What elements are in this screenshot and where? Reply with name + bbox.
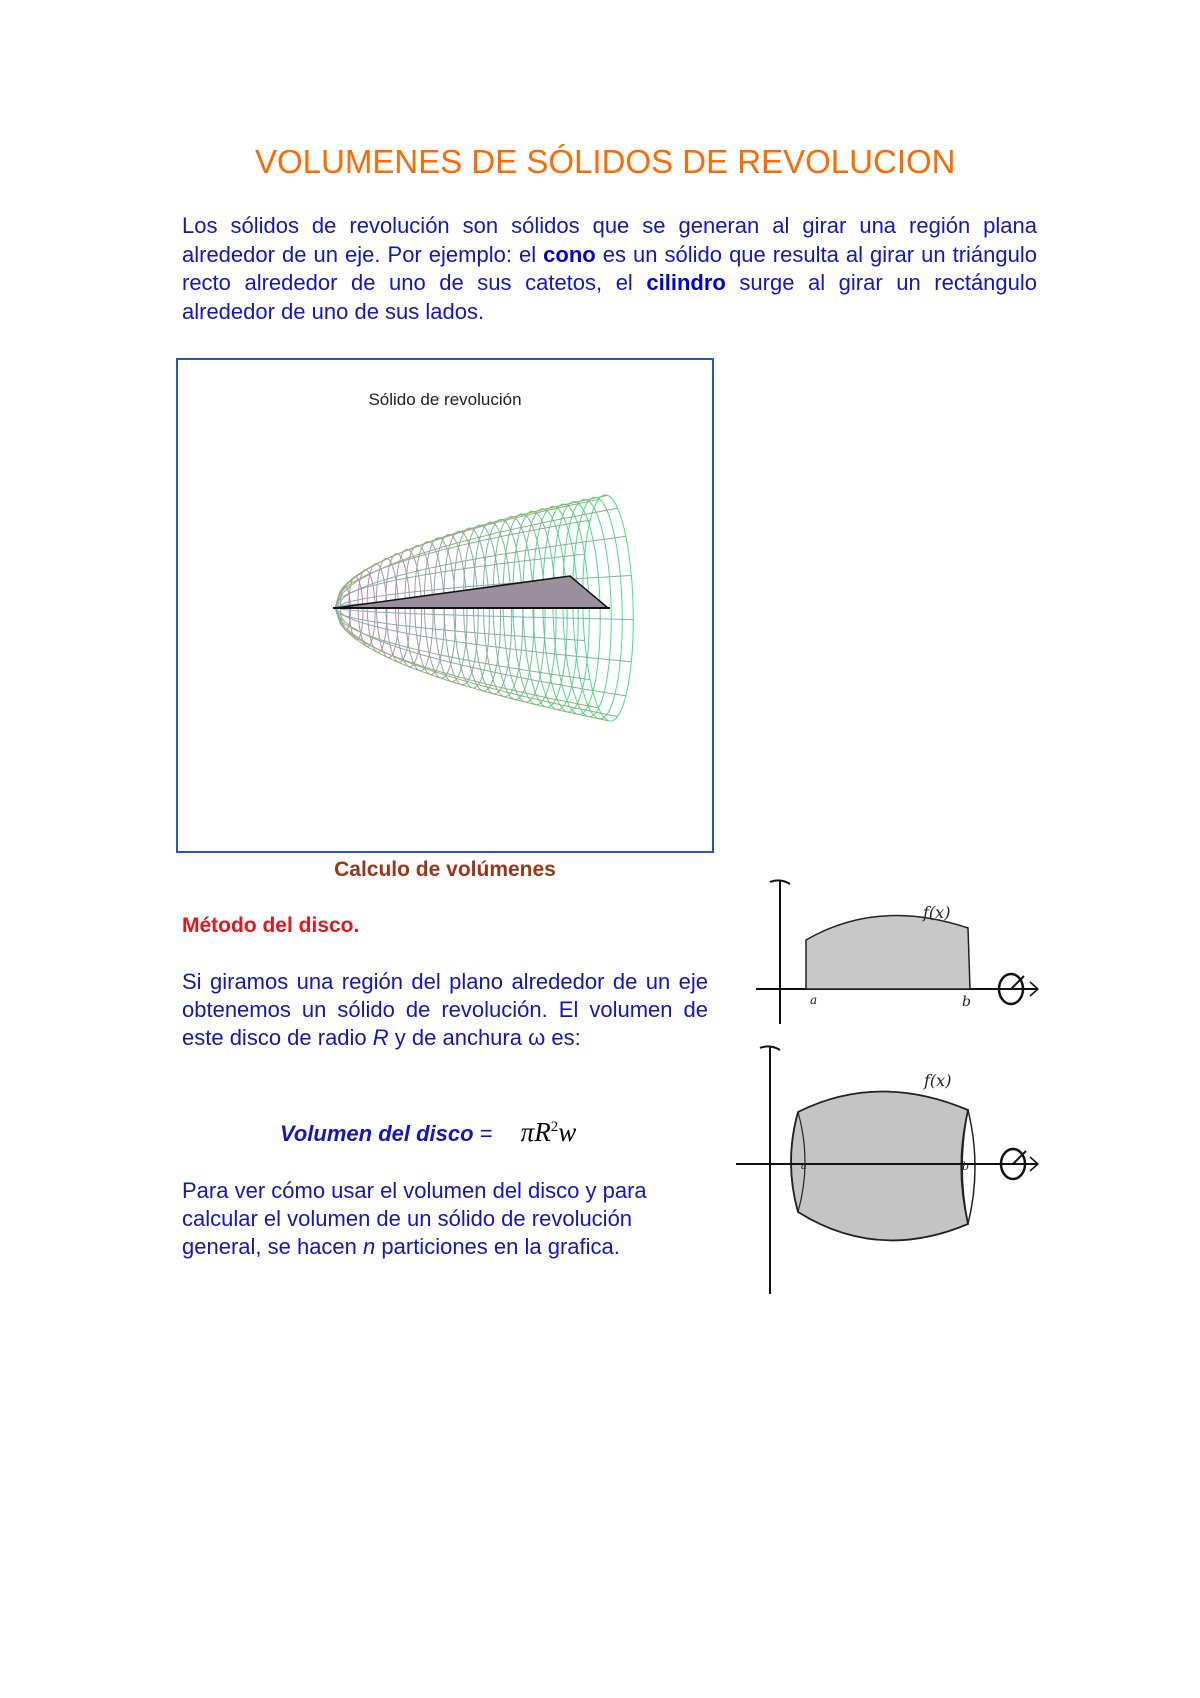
formula-expression [521, 1117, 577, 1147]
mesh-profile-line [335, 608, 585, 641]
solid-of-revolution-figure [176, 358, 714, 853]
function-label: f(x) [924, 1071, 952, 1090]
area-under-curve-figure [718, 858, 1048, 1034]
formula-equals: = [479, 1121, 493, 1146]
method-text-2: y de anchura ω es: [388, 1025, 581, 1050]
intro-text-3: surge al girar un rectángulo alrededor de uno de sus lados. [182, 270, 1038, 324]
function-label: f(x) [923, 903, 951, 922]
n-symbol: n [363, 1234, 376, 1259]
formula-width: w [558, 1117, 577, 1147]
disc-solid-body [791, 1091, 968, 1240]
method-text-1: Si giramos una región del plano alrededor de un eje obtenemos un sólido de revolución. El volumen de este disco de radio [182, 969, 708, 1050]
label-b: b [962, 1160, 970, 1173]
section-heading: Calculo de volúmenes [334, 858, 556, 881]
solid-mesh-graphic [178, 360, 712, 851]
intro-text-2: es un sólido que resulta al girar un triángulo recto alrededor de uno de sus catetos, el [182, 241, 1037, 295]
closing-text-2: particiones en la grafica. [375, 1234, 620, 1259]
label-b: b [962, 994, 971, 1010]
formula-pi: π [520, 1117, 535, 1147]
disc-volume-formula [280, 1117, 576, 1148]
formula-label: Volumen del disco [280, 1121, 474, 1146]
page-title: VOLUMENES DE SÓLIDOS DE REVOLUCION [255, 143, 956, 180]
disc-solid-figure [718, 1032, 1054, 1300]
formula-exponent: 2 [550, 1119, 559, 1135]
closing-text-1: Para ver cómo usar el volumen del disco y para calcular el volumen de un sólido de revolución general, se hacen [182, 1178, 647, 1259]
right-face-edge [968, 1110, 975, 1224]
intro-text-1: Los sólidos de revolución son sólidos que se generan al girar una región plana alrededor de un eje. Por ejemplo: el [182, 213, 1037, 267]
mesh-profile-line [335, 608, 590, 680]
label-a: a [810, 993, 818, 1007]
closing-paragraph [182, 1177, 712, 1261]
shaded-region [806, 916, 970, 990]
mesh-profile-line [335, 608, 633, 620]
figure-title: Sólido de revolución [368, 390, 522, 409]
term-cono: cono [543, 241, 596, 267]
generating-region [335, 576, 608, 608]
method-paragraph [182, 968, 708, 1052]
method-heading: Método del disco. [182, 914, 360, 937]
label-a: a [801, 1161, 807, 1172]
radius-symbol: R [372, 1025, 389, 1050]
term-cilindro: cilindro [646, 270, 726, 295]
formula-radius: R [534, 1117, 551, 1147]
intro-paragraph [182, 212, 1037, 326]
